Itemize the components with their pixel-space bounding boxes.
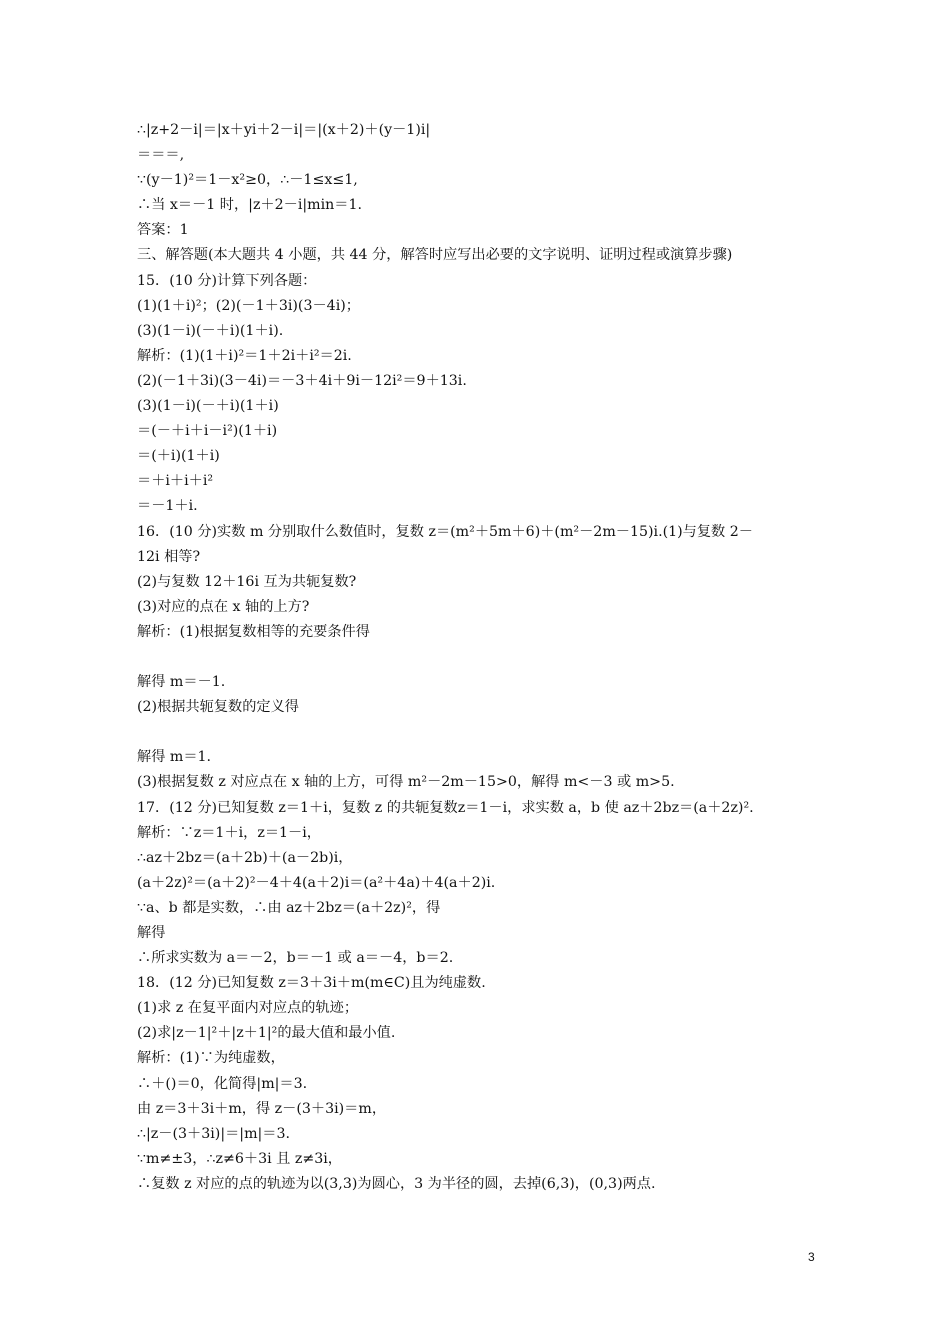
text-line: (1)(1＋i)²；(2)(－1＋3i)(3－4i)； — [137, 297, 360, 314]
text-line: 17．(12 分)已知复数 z＝1＋i，复数 z 的共轭复数z＝1－i，求实数 a，b 使 az＋2bz＝(a＋2z)². — [137, 799, 754, 816]
text-line: (a＋2z)²＝(a＋2)²－4＋4(a＋2)i＝(a²＋4a)＋4(a＋2)i. — [137, 874, 496, 891]
text-line: 12i 相等? — [137, 548, 201, 565]
text-line: 三、解答题(本大题共 4 小题，共 44 分，解答时应写出必要的文字说明、证明过程或演算步骤) — [137, 247, 733, 264]
text-line: (2)(－1＋3i)(3－4i)＝－3＋4i＋9i－12i²＝9＋13i. — [137, 372, 467, 389]
text-line: ∴az＋2bz＝(a＋2b)＋(a－2b)i， — [137, 849, 353, 866]
text-line: (3)对应的点在 x 轴的上方? — [137, 598, 310, 615]
text-line: 解得 m＝1. — [137, 749, 212, 766]
text-line: ＝(＋i)(1＋i) — [137, 448, 220, 465]
text-line: ∴复数 z 对应的点的轨迹为以(3,3)为圆心，3 为半径的圆，去掉(6,3)，(0,3)两点. — [137, 1175, 656, 1192]
text-line: 解得 m＝－1. — [137, 674, 226, 691]
text-line: ∴|z－(3＋3i)|＝|m|＝3. — [137, 1125, 291, 1142]
text-line: 解析：(1)(1＋i)²＝1＋2i＋i²＝2i. — [137, 347, 352, 364]
text-line: 解得 — [137, 925, 166, 941]
blank-line — [137, 720, 827, 745]
page-number: 3 — [808, 1250, 815, 1264]
text-line: 解析：(1)根据复数相等的充要条件得 — [137, 623, 370, 640]
text-line: ∴当 x＝－1 时，|z＋2－i|min＝1. — [137, 197, 362, 214]
text-line: ＝＝＝, — [137, 147, 185, 164]
text-line: ∴所求实数为 a＝－2，b＝－1 或 a＝－4，b＝2. — [137, 950, 454, 967]
text-line: ∵m≠±3，∴z≠6＋3i 且 z≠3i， — [137, 1150, 342, 1167]
text-line: (3)(1－i)(－＋i)(1＋i) — [137, 398, 279, 415]
text-line: ＝＋i＋i＋i² — [137, 473, 214, 490]
text-line: 16．(10 分)实数 m 分别取什么数值时，复数 z＝(m²＋5m＋6)＋(m²－2m－15)i.(1)与复数 2－ — [137, 523, 753, 540]
text-line: 15．(10 分)计算下列各题： — [137, 272, 317, 289]
text-line: ＝(－＋i＋i－i²)(1＋i) — [137, 423, 278, 440]
text-line: ∴|z+2－i|＝|x＋yi＋2－i|＝|(x＋2)＋(y－1)i| — [137, 122, 431, 138]
text-line: 答案：1 — [137, 222, 189, 239]
text-line: (2)与复数 12＋16i 互为共轭复数? — [137, 573, 357, 590]
text-line: (2)求|z－1|²＋|z＋1|²的最大值和最小值. — [137, 1025, 396, 1042]
text-line: (1)求 z 在复平面内对应点的轨迹； — [137, 1000, 359, 1017]
document-body — [137, 118, 827, 1197]
text-line: 由 z＝3＋3i＋m，得 z－(3＋3i)＝m， — [137, 1100, 387, 1117]
text-line: (3)(1－i)(－＋i)(1＋i). — [137, 322, 284, 339]
blank-line — [137, 645, 827, 670]
text-line: (3)根据复数 z 对应点在 x 轴的上方，可得 m²－2m－15>0，解得 m<－3 或 m>5. — [137, 774, 675, 791]
text-line: 解析：(1)∵为纯虚数， — [137, 1050, 285, 1067]
text-line: ＝－1＋i. — [137, 498, 198, 515]
text-line: ∵(y－1)²＝1－x²≥0，∴－1≤x≤1, — [137, 172, 358, 189]
text-line: ∴＋()＝0，化简得|m|＝3. — [137, 1075, 308, 1092]
text-line: ∵a、b 都是实数，∴由 az＋2bz＝(a＋2z)²，得 — [137, 899, 441, 916]
text-line: 解析：∵z＝1＋i，z＝1－i， — [137, 824, 321, 841]
text-line: 18．(12 分)已知复数 z＝3＋3i＋m(m∈C)且为纯虚数. — [137, 975, 486, 992]
text-line: (2)根据共轭复数的定义得 — [137, 699, 299, 716]
